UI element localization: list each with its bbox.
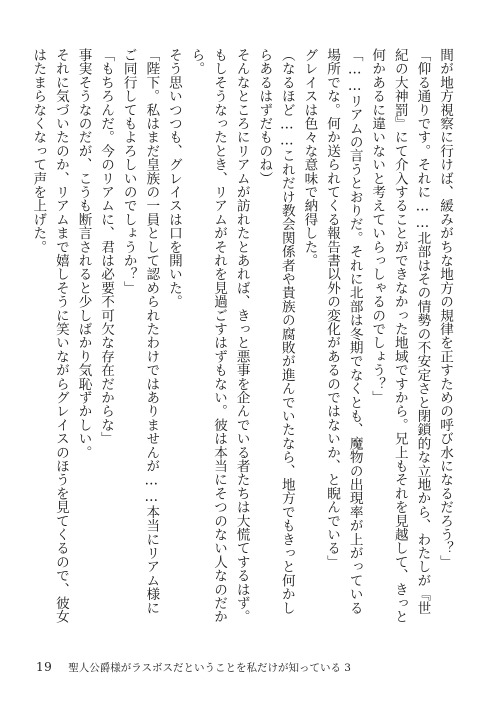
paragraph: 「仰る通りです。それに……北部はその情勢の不安定さと閉鎖的な立地から、わたしが『世紀の大神罰』にて介入することができなかった地域ですから。兄上もそれを見越して、きっと何かあるに違いないと考えていらっしゃるのでしょう？」 <box>369 48 431 624</box>
paragraph: 事実そうなのだが、こうも断言されると少しばかり気恥ずかしい。 <box>75 48 92 459</box>
paragraph: 「もちろんだ。今のリアムに、君は必要不可欠な存在だからな」 <box>98 48 115 446</box>
paragraph: 「陛下。私はまだ皇族の一員として認められたわけではありませんが……本当にリアム様にご同行してもよろしいのでしょうか？」 <box>120 48 160 615</box>
vertical-text-body <box>30 48 456 626</box>
paragraph: （なるほど……これだけ教会関係者や貴族の腐敗が進んでいたなら、地方でもきっと何かしらあるはずだものね） <box>256 48 295 615</box>
paragraph: 「……リアムの言うとおりだ。それに北部は冬期でなくとも、魔物の出現率が上がっている場所でな。何か送られてくる報告書以外の変化があるのではないか、と睨んでいる」 <box>324 48 363 615</box>
page-footer <box>36 660 351 675</box>
paragraph: もしそうなったとき、リアムがそれを見過ごすはずもない。彼は本当にそつのない人なのだから。 <box>188 48 228 624</box>
paragraph: そう思いつつも、グレイスは口を開いた。 <box>165 48 182 309</box>
paragraph: そんなところにリアムが訪れたとあれば、きっと悪事を企んでいる者たちは大慌てするはず。 <box>233 48 250 624</box>
paragraph: グレイスは色々な意味で納得した。 <box>301 48 318 268</box>
paragraph: それに気づいたのか、リアムまで嬉しそうに笑いながらグレイスのほうを見てくるので、彼女はたまらなくなって声を上げた。 <box>30 48 69 624</box>
page-number: 19 <box>36 660 53 674</box>
running-title: 聖人公爵様がラスボスだということを私だけが知っている 3 <box>68 662 351 674</box>
paragraph: 間が地方視察に行けば、緩みがちな地方の規律を正すための呼び水になるだろう？」 <box>437 48 453 569</box>
